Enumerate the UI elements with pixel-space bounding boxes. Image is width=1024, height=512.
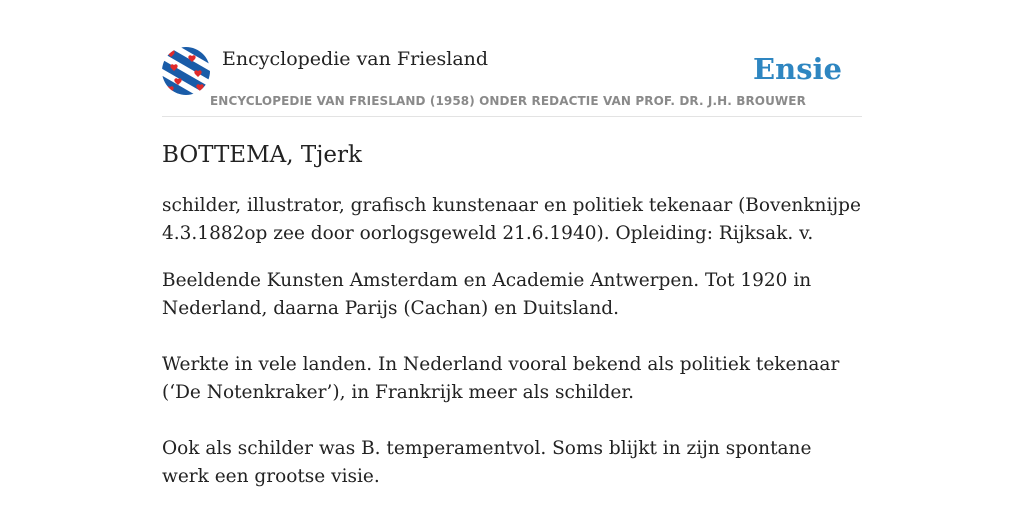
ensie-brand-logo[interactable]: Ensie (753, 52, 842, 86)
entry-paragraph: schilder, illustrator, grafisch kunstenaar en politiek tekenaar (Bovenknijpe 4.3.1882op zee door oorlogsgeweld 21.6.1940). Opleiding: Rijksak. v. (162, 195, 861, 244)
entry-paragraph: Ook als schilder was B. temperamentvol. Soms blijkt in zijn spontane werk een grootse visie. (162, 438, 812, 487)
site-header (162, 44, 862, 117)
entry-paragraph: Beeldende Kunsten Amsterdam en Academie Antwerpen. Tot 1920 in Nederland, daarna Parijs (Cachan) en Duitsland. (162, 270, 812, 319)
site-subtitle: ENCYCLOPEDIE VAN FRIESLAND (1958) ONDER REDACTIE VAN PROF. DR. J.H. BROUWER (210, 94, 806, 108)
entry-title: BOTTEMA, Tjerk (162, 142, 362, 168)
frisian-flag-logo-icon[interactable] (162, 47, 210, 95)
entry-paragraph: Werkte in vele landen. In Nederland vooral bekend als politiek tekenaar (‘De Notenkraker’), in Frankrijk meer als schilder. (162, 354, 840, 403)
site-title[interactable]: Encyclopedie van Friesland (222, 48, 489, 70)
entry-content (162, 192, 862, 491)
